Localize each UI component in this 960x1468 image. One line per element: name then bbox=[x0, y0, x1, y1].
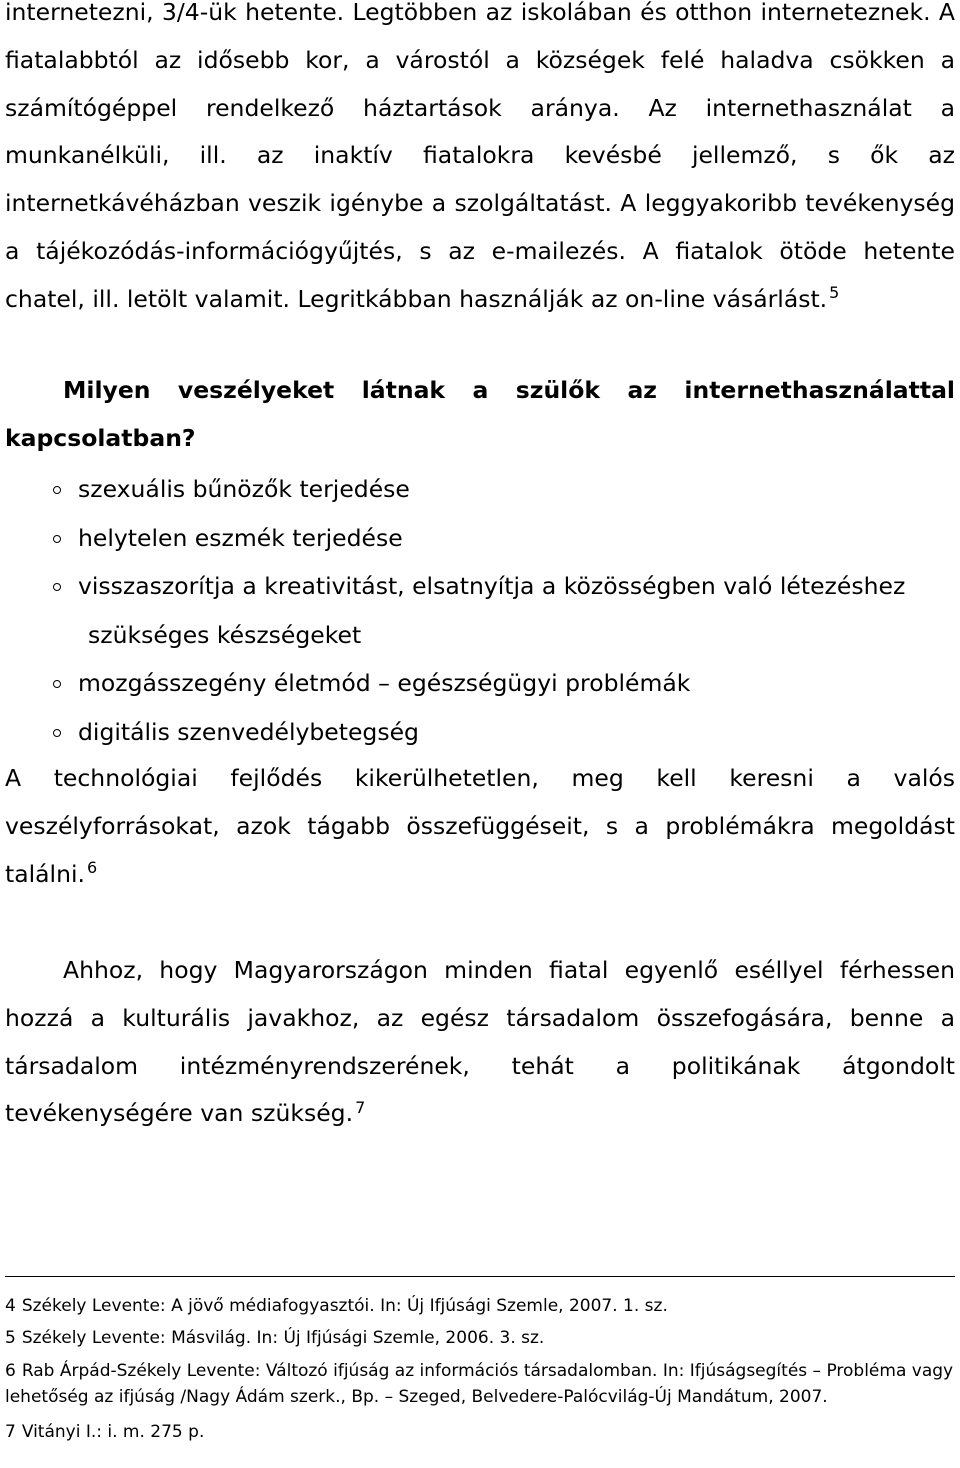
list-item-text: digitális szenvedélybetegség bbox=[78, 717, 419, 746]
footnote-text: Vitányi I.: i. m. 275 p. bbox=[21, 1422, 205, 1442]
footnotes-section bbox=[5, 1290, 955, 1448]
dangers-list bbox=[0, 465, 960, 756]
bullet-icon bbox=[53, 729, 61, 737]
footnote-number: 7 bbox=[5, 1422, 16, 1442]
paragraph-text: A technológiai fejlődés kikerülhetetlen, meg kell keresni a valós veszélyforrásokat, azok tágabb összefüggéseit, s a problémákra megoldást találni. bbox=[5, 764, 955, 888]
footnote bbox=[5, 1290, 955, 1322]
list-item-text: szexuális bűnözők terjedése bbox=[78, 475, 410, 503]
footnote-number: 4 bbox=[5, 1296, 16, 1316]
list-item bbox=[0, 708, 960, 757]
list-item bbox=[0, 562, 960, 659]
question-text: Milyen veszélyeket látnak a szülők az internethasználattal kapcsolatban? bbox=[5, 376, 955, 452]
footnote bbox=[5, 1416, 955, 1448]
footnote-text: Székely Levente: Másvilág. In: Új Ifjúsági Szemle, 2006. 3. sz. bbox=[21, 1328, 545, 1348]
paragraph-text: internetezni, 3/4-ük hetente. Legtöbben az iskolában és otthon interneteznek. A fiatalabbtól az idősebb kor, a várostól a községek felé haladva csökken a számítógéppel rendelkező háztartások aránya. Az internethasználat a munkanélküli, ill. az inaktív fiatalokra kevésbé jellemző, s ők az internetkávéházban veszik igénybe a szolgáltatást. A leggyakoribb tevékenység a tájékozódás-információgyűjtés, s az e-mailezés. A fiatalok ötöde hetente chatel, ill. letölt valamit. Legritkábban használják az on-line vásárlást. bbox=[5, 0, 955, 313]
footnote-ref[interactable]: 5 bbox=[829, 282, 840, 302]
bullet-icon bbox=[53, 583, 61, 591]
footnote-text: Székely Levente: A jövő médiafogyasztói. In: Új Ifjúsági Szemle, 2007. 1. sz. bbox=[21, 1296, 668, 1316]
footnote-number: 5 bbox=[5, 1328, 16, 1348]
paragraph-text: Ahhoz, hogy Magyarországon minden fiatal egyenlő eséllyel férhessen hozzá a kulturális javakhoz, az egész társadalom összefogására, benne a társadalom intézményrendszerének, tehát a politikának átgondolt tevékenységére van szükség. bbox=[5, 956, 955, 1128]
list-item-text: mozgásszegény életmód – egészségügyi problémák bbox=[78, 669, 691, 697]
question-heading bbox=[5, 367, 955, 463]
footnote-divider bbox=[5, 1276, 955, 1277]
footnote-ref[interactable]: 7 bbox=[355, 1097, 366, 1117]
bullet-icon bbox=[53, 486, 61, 494]
footnote bbox=[5, 1354, 955, 1416]
list-item-continuation: szükséges készségeket bbox=[88, 620, 362, 649]
bullet-icon bbox=[53, 535, 61, 543]
footnote-text: Rab Árpád-Székely Levente: Változó ifjúság az információs társadalomban. In: Ifjúságsegítés – Probléma vagy lehetőség az ifjúság /Nagy Ádám szerk., Bp. – Szeged, Belvedere-Palócvilág-Új Mandátum, 2007. bbox=[5, 1361, 954, 1407]
list-item-text: visszaszorítja a kreativitást, elsatnyítja a közösségben való létezéshez bbox=[78, 572, 906, 600]
paragraph-technology bbox=[5, 755, 955, 898]
bullet-icon bbox=[53, 680, 61, 688]
footnote-ref[interactable]: 6 bbox=[86, 857, 98, 877]
list-item-text: helytelen eszmék terjedése bbox=[78, 523, 403, 552]
list-item bbox=[0, 465, 960, 514]
list-item bbox=[0, 514, 960, 563]
paragraph-cultural-access bbox=[5, 947, 955, 1138]
list-item bbox=[0, 659, 960, 708]
footnote bbox=[5, 1322, 955, 1354]
footnote-number: 6 bbox=[5, 1361, 16, 1381]
paragraph-internet-usage bbox=[5, 0, 955, 324]
